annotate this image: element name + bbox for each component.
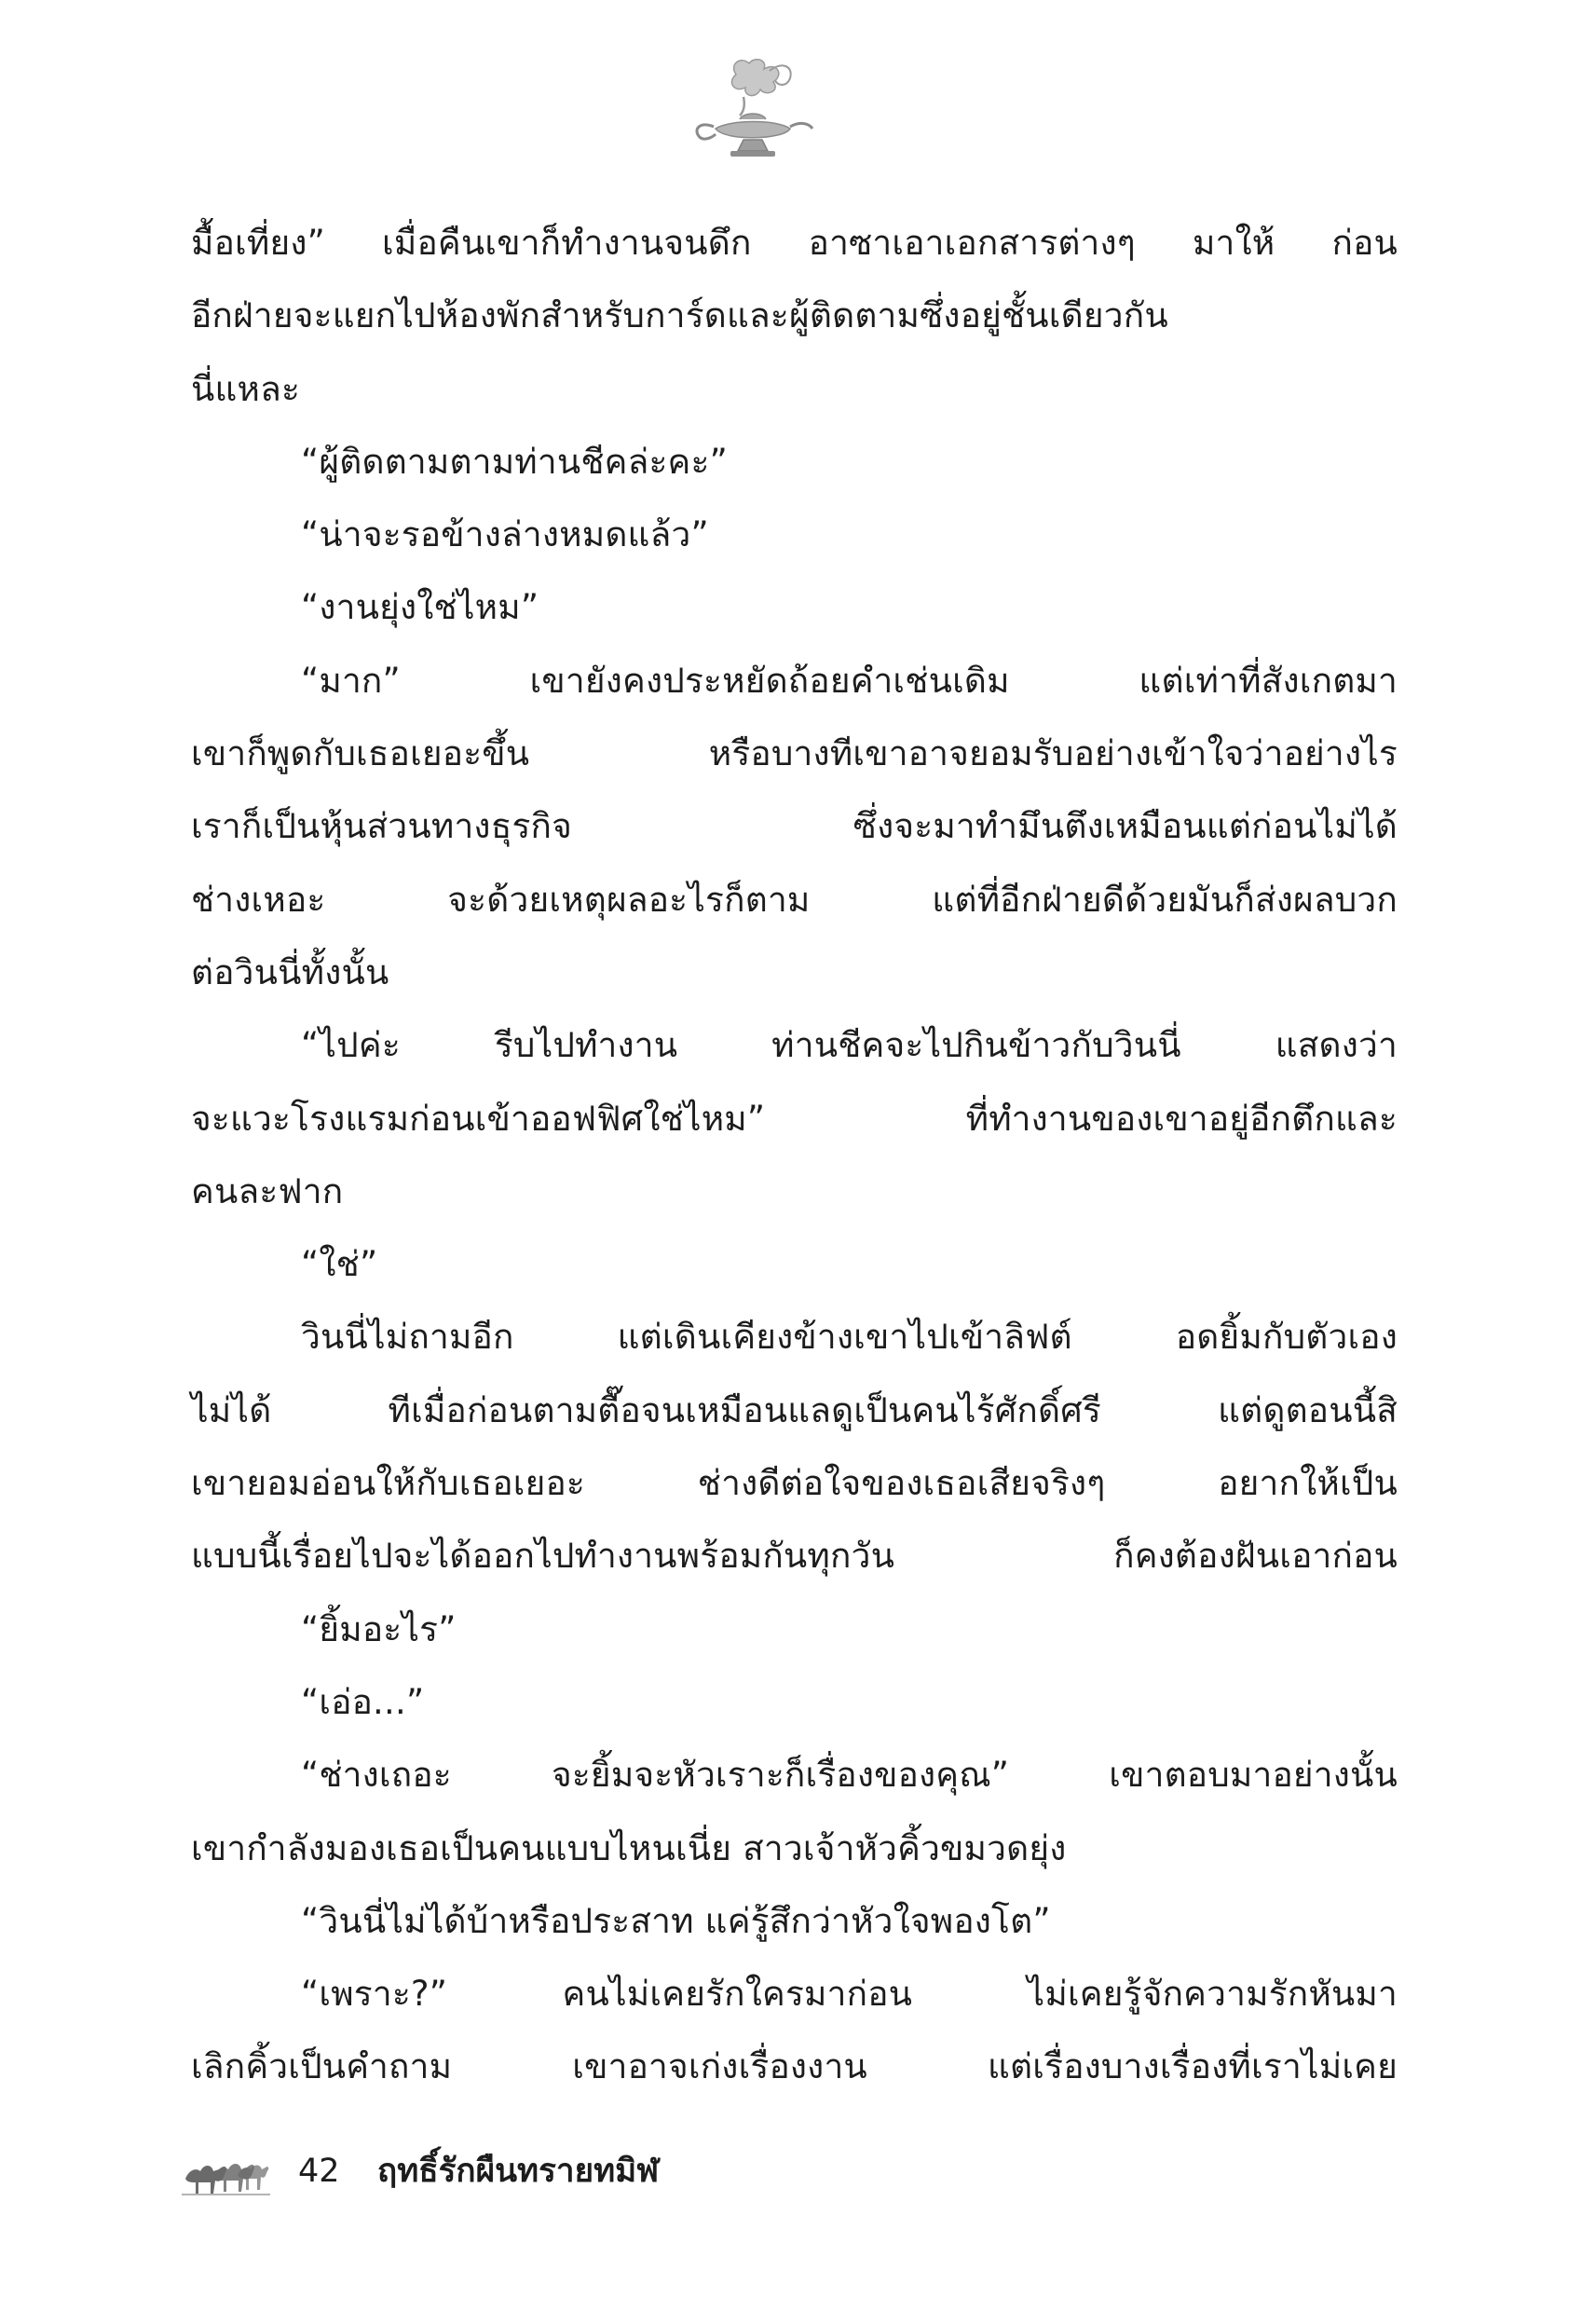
book-title: ฤทธิ์รักผืนทรายทมิฬ: [377, 2153, 660, 2190]
text-line: “วินนี่ไม่ได้บ้าหรือประสาท แค่รู้สึกว่าหัวใจพองโต”: [301, 1900, 1051, 1941]
text-line: มื้อเที่ยง” เมื่อคืนเขาก็ทำงานจนดึก อาซาเอาเอกสารต่างๆ มาให้ ก่อน: [191, 223, 1398, 263]
text-line: “ยิ้มอะไร”: [301, 1608, 457, 1649]
text-line: “ใช่”: [301, 1244, 378, 1285]
text-line: ไม่ได้ ทีเมื่อก่อนตามตื๊อจนเหมือนแลดูเป็นคนไร้ศักดิ์ศรี แต่ดูตอนนี้สิ: [191, 1389, 1398, 1430]
text-line: จะแวะโรงแรมก่อนเข้าออฟฟิศใช่ไหม” ที่ทำงานของเขาอยู่อีกตึกและ: [191, 1098, 1398, 1139]
text-line: แบบนี้เรื่อยไปจะได้ออกไปทำงานพร้อมกันทุกวัน ก็คงต้องฝันเอาก่อน: [191, 1536, 1398, 1577]
text-line: “น่าจะรอข้างล่างหมดแล้ว”: [301, 514, 709, 555]
text-line: “ไปค่ะ รีบไปทำงาน ท่านชีคจะไปกินข้าวกับวินนี่ แสดงว่า: [301, 1025, 1398, 1066]
text-line: ต่อวินนี่ทั้งนั้น: [191, 951, 389, 992]
text-line: เขาก็พูดกับเธอเยอะขึ้น หรือบางทีเขาอาจยอมรับอย่างเข้าใจว่าอย่างไร: [191, 733, 1398, 774]
text-line: “มาก” เขายังคงประหยัดถ้อยคำเช่นเดิม แต่เท่าที่สังเกตมา: [301, 660, 1398, 701]
text-line: “ผู้ติดตามตามท่านชีคล่ะคะ”: [301, 441, 728, 482]
genie-lamp-icon: [688, 54, 818, 166]
camel-caravan-icon: [182, 2141, 270, 2201]
text-line: “เอ่อ...”: [301, 1681, 425, 1722]
body-text: [191, 207, 1398, 2104]
text-line: เลิกคิ้วเป็นคำถาม เขาอาจเก่งเรื่องงาน แต่เรื่องบางเรื่องที่เราไม่เคย: [191, 2046, 1398, 2087]
text-line: อีกฝ่ายจะแยกไปห้องพักสำหรับการ์ดและผู้ติดตามซึ่งอยู่ชั้นเดียวกัน: [191, 295, 1168, 336]
text-line: “ช่างเถอะ จะยิ้มจะหัวเราะก็เรื่องของคุณ” เขาตอบมาอย่างนั้น: [301, 1755, 1398, 1796]
text-line: เราก็เป็นหุ้นส่วนทางธุรกิจ ซึ่งจะมาทำมึนตึงเหมือนแต่ก่อนไม่ได้: [191, 806, 1398, 847]
text-line: ช่างเหอะ จะด้วยเหตุผลอะไรก็ตาม แต่ที่อีกฝ่ายดีด้วยมันก็ส่งผลบวก: [191, 879, 1398, 920]
text-line: “งานยุ่งใช่ไหม”: [301, 587, 539, 628]
text-line: นี่แหละ: [191, 368, 301, 409]
text-line: “เพราะ?” คนไม่เคยรักใครมาก่อน ไม่เคยรู้จักความรักหันมา: [301, 1974, 1398, 2015]
page-number: 42: [298, 2153, 340, 2190]
text-line: เขากำลังมองเธอเป็นคนแบบไหนเนี่ย สาวเจ้าหัวคิ้วขมวดยุ่ง: [191, 1827, 1067, 1868]
page-footer: [182, 2134, 834, 2208]
text-line: คนละฟาก: [191, 1170, 344, 1211]
text-line: วินนี่ไม่ถามอีก แต่เดินเคียงข้างเขาไปเข้าลิฟต์ อดยิ้มกับตัวเอง: [301, 1317, 1398, 1358]
text-line: เขายอมอ่อนให้กับเธอเยอะ ช่างดีต่อใจของเธอเสียจริงๆ อยากให้เป็น: [191, 1463, 1398, 1504]
